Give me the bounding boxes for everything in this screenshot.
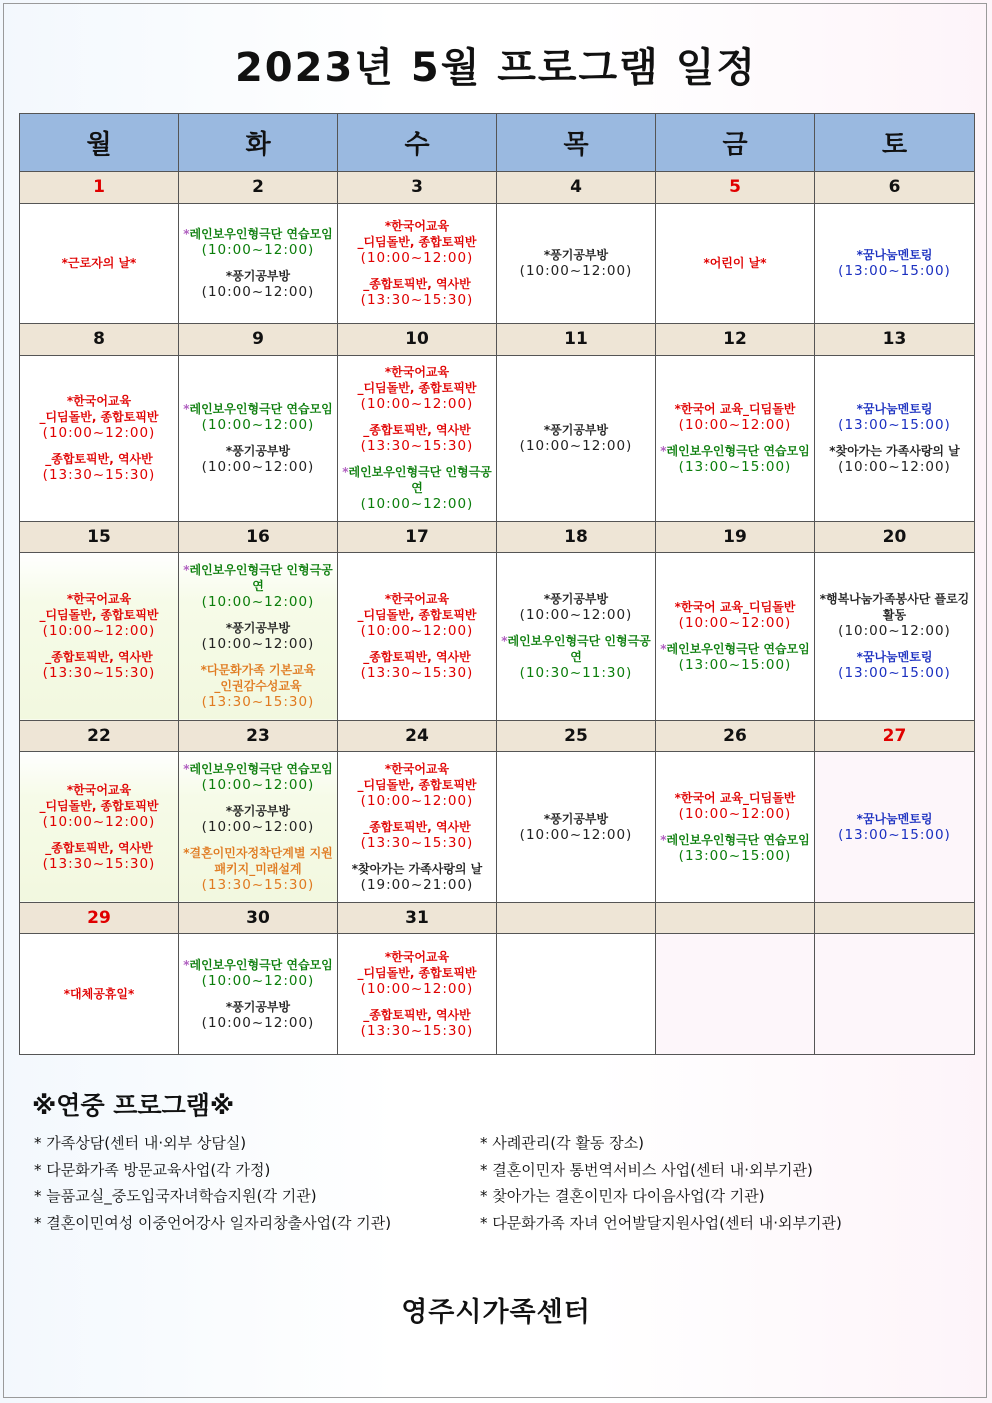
event-time: (10:00~12:00) [360,981,474,998]
date-cell: 18 [497,521,656,552]
event-item [179,620,337,652]
event-cell [179,934,338,1055]
event-time: (19:00~21:00) [360,876,474,893]
event-cell [497,934,656,1055]
event-time: (13:30~15:30) [42,467,156,484]
event-time: (10:00~12:00) [201,818,315,835]
event-time: (13:00~15:00) [838,263,951,280]
bullet-star: * [183,563,190,578]
event-title: _종합토픽반, 역사반 [363,423,471,438]
event-time: (13:30~15:30) [201,694,315,711]
event-title: *풍기공부방 [225,269,291,284]
event-title: *한국어 교육_디딤돌반 [674,790,796,805]
event-cell [20,203,179,324]
date-cell: 13 [815,324,975,355]
event-title: *꿈나눔멘토링 [856,650,933,665]
event-time: (13:00~15:00) [678,459,792,476]
event-item [338,464,496,512]
date-cell [497,902,656,933]
event-cell [497,751,656,902]
date-cell: 10 [338,324,497,355]
event-title: *한국어교육 _디딤돌반, 종합토픽반 [357,592,477,623]
weekday-mon: 월 [20,114,179,172]
event-cell [179,355,338,521]
event-cell [20,934,179,1055]
annual-program-list-left [34,1130,391,1236]
event-cell [815,934,975,1055]
weekday-tue: 화 [179,114,338,172]
event-title: *한국어 교육_디딤돌반 [674,600,796,615]
event-item [815,247,974,279]
event-cell [656,751,815,902]
date-cell: 11 [497,324,656,355]
event-item [179,761,337,793]
event-item [179,401,337,433]
bullet-star: * [342,465,349,480]
event-cell [338,751,497,902]
date-row [20,902,975,933]
event-time: (13:30~15:30) [42,665,156,682]
event-item [815,649,974,681]
event-item [179,562,337,610]
event-cell [179,552,338,720]
event-time: (10:00~12:00) [519,263,633,280]
date-cell: 6 [815,172,975,203]
event-time: (10:30~11:30) [519,665,633,682]
date-cell: 19 [656,521,815,552]
event-title: _종합토픽반, 역사반 [363,277,471,292]
event-item [338,861,496,893]
event-time: (13:00~15:00) [838,665,951,682]
event-time: (10:00~12:00) [201,242,315,259]
event-title: *어린이 날* [703,256,767,271]
annual-program-item: * 찾아가는 결혼이민자 다이음사업(각 기관) [480,1187,765,1205]
event-item [179,226,337,258]
date-cell: 31 [338,902,497,933]
event-item [815,811,974,843]
event-item [338,949,496,997]
event-time: (13:00~15:00) [838,826,951,843]
event-title: *풍기공부방 [225,1000,291,1015]
event-time: (10:00~12:00) [360,250,474,267]
event-time: (13:00~15:00) [678,657,792,674]
event-cell [815,751,975,902]
annual-program-item: * 늘품교실_중도입국자녀학습지원(각 기관) [34,1187,317,1205]
event-title: _종합토픽반, 역사반 [45,650,153,665]
event-cell [815,203,975,324]
event-item [815,591,974,639]
event-cell [656,552,815,720]
weekday-sat: 토 [815,114,975,172]
event-time: (10:00~12:00) [360,396,474,413]
date-cell: 26 [656,720,815,751]
event-time: (10:00~12:00) [360,623,474,640]
event-item [338,364,496,412]
event-cell [656,203,815,324]
event-title: *한국어교육 _디딤돌반, 종합토픽반 [39,782,159,813]
annual-program-item: * 다문화가족 자녀 언어발달지원사업(센터 내·외부기관) [480,1213,842,1232]
date-row [20,720,975,751]
event-cell [497,355,656,521]
bullet-star: * [660,642,667,657]
event-time: (13:30~15:30) [360,665,474,682]
date-cell: 9 [179,324,338,355]
event-item [20,649,178,681]
event-item [497,811,655,843]
weekday-header-row [20,114,975,172]
date-cell: 8 [20,324,179,355]
event-time: (10:00~12:00) [519,607,633,624]
calendar-table [19,113,975,1055]
event-title: *레인보우인형극단 연습모임 [660,832,810,847]
event-time: (13:00~15:00) [678,847,792,864]
event-item [815,443,974,475]
date-cell [815,902,975,933]
event-item [20,591,178,639]
event-time: (13:30~15:30) [42,855,156,872]
event-time: (10:00~12:00) [201,1015,315,1032]
event-cell [338,934,497,1055]
bullet-star: * [183,958,190,973]
weekday-thu: 목 [497,114,656,172]
event-title: _종합토픽반, 역사반 [363,650,471,665]
event-title: *풍기공부방 [543,423,609,438]
annual-program-title: ※연중 프로그램※ [32,1091,235,1120]
annual-program-item: * 결혼이민자 통번역서비스 사업(센터 내·외부기관) [480,1160,813,1179]
event-time: (10:00~12:00) [42,813,156,830]
bullet-star: * [183,402,190,417]
event-item [179,268,337,300]
weekday-fri: 금 [656,114,815,172]
event-item [656,790,814,822]
event-title: *다문화가족 기본교육 _인권감수성교육 [200,663,316,694]
event-item [179,803,337,835]
event-time: (10:00~12:00) [678,417,792,434]
event-item [20,393,178,441]
event-item [179,443,337,475]
event-title: *찾아가는 가족사랑의 날 [829,444,960,459]
event-item [338,1007,496,1039]
annual-program-item: * 결혼이민여성 이중언어강사 일자리창출사업(각 기관) [34,1213,392,1232]
event-time: (10:00~12:00) [201,594,315,611]
date-cell: 12 [656,324,815,355]
event-time: (10:00~12:00) [519,826,633,843]
event-title: *한국어교육 _디딤돌반, 종합토픽반 [357,365,477,396]
event-title: *풍기공부방 [543,811,609,826]
event-time: (10:00~12:00) [42,425,156,442]
event-time: (10:00~12:00) [201,973,315,990]
event-time: (10:00~12:00) [42,623,156,640]
event-item [338,591,496,639]
event-cell [656,934,815,1055]
event-title: *꿈나눔멘토링 [856,811,933,826]
event-item [497,422,655,454]
event-title: *레인보우인형극단 연습모임 [183,227,333,242]
event-row [20,751,975,902]
event-time: (10:00~12:00) [838,623,951,640]
date-cell: 4 [497,172,656,203]
event-time: (13:30~15:30) [360,438,474,455]
event-time: (13:30~15:30) [360,1023,474,1040]
annual-program-list-right [480,1130,842,1236]
date-cell: 25 [497,720,656,751]
event-title: *행복나눔가족봉사단 플로깅활동 [819,592,970,623]
annual-program-item: * 가족상담(센터 내·외부 상담실) [34,1134,247,1152]
event-item [179,845,337,893]
date-cell: 27 [815,720,975,751]
event-time: (10:00~12:00) [360,792,474,809]
event-cell [656,355,815,521]
annual-program-item: * 다문화가족 방문교육사업(각 가정) [34,1160,271,1179]
date-cell [656,902,815,933]
event-item [815,401,974,433]
event-cell [338,203,497,324]
bullet-star: * [660,832,667,847]
date-cell: 17 [338,521,497,552]
date-row [20,172,975,203]
event-title: *풍기공부방 [543,592,609,607]
event-item [338,276,496,308]
event-title: *한국어교육 _디딤돌반, 종합토픽반 [39,394,159,425]
event-cell [20,552,179,720]
event-item [338,761,496,809]
event-item [497,247,655,279]
bullet-star: * [183,227,190,242]
date-cell: 24 [338,720,497,751]
date-cell: 20 [815,521,975,552]
event-title: _종합토픽반, 역사반 [45,452,153,467]
event-cell [179,203,338,324]
event-item [656,641,814,673]
date-cell: 30 [179,902,338,933]
event-time: (13:30~15:30) [201,876,315,893]
event-cell [815,355,975,521]
event-row [20,355,975,521]
event-item [338,422,496,454]
event-title: _종합토픽반, 역사반 [363,1008,471,1023]
event-item [20,255,178,271]
date-cell: 15 [20,521,179,552]
date-cell: 22 [20,720,179,751]
event-time: (10:00~12:00) [201,636,315,653]
event-title: *풍기공부방 [543,248,609,263]
event-time: (10:00~12:00) [519,438,633,455]
bullet-star: * [501,634,508,649]
event-title: *대체공휴일* [63,987,135,1002]
event-title: *레인보우인형극단 연습모임 [660,444,810,459]
event-time: (10:00~12:00) [360,496,474,513]
event-cell [20,751,179,902]
event-title: _종합토픽반, 역사반 [363,819,471,834]
event-cell [497,203,656,324]
event-time: (13:30~15:30) [360,292,474,309]
event-title: *한국어교육 _디딤돌반, 종합토픽반 [357,950,477,981]
event-title: *레인보우인형극단 연습모임 [183,761,333,776]
event-item [20,782,178,830]
event-cell [338,355,497,521]
event-time: (10:00~12:00) [201,459,315,476]
page-title: 2023년 5월 프로그램 일정 [234,45,758,91]
event-cell [338,552,497,720]
event-time: (10:00~12:00) [678,805,792,822]
event-item [20,840,178,872]
event-item [179,999,337,1031]
event-row [20,934,975,1055]
date-row [20,521,975,552]
event-row [20,552,975,720]
date-row [20,324,975,355]
event-time: (13:00~15:00) [838,417,951,434]
organization-name: 영주시가족센터 [401,1297,591,1328]
event-item [338,819,496,851]
date-cell: 5 [656,172,815,203]
event-time: (10:00~12:00) [201,417,315,434]
event-title: *풍기공부방 [225,621,291,636]
event-title: *레인보우인형극단 인형극공연 [501,634,651,665]
event-title: *한국어교육 _디딤돌반, 종합토픽반 [39,592,159,623]
event-title: *레인보우인형극단 인형극공연 [183,563,333,594]
annual-program-item: * 사례관리(각 활동 장소) [480,1134,644,1152]
bullet-star: * [660,444,667,459]
event-item [20,986,178,1002]
event-title: *레인보우인형극단 인형극공연 [342,465,492,496]
event-title: *근로자의 날* [61,256,137,271]
event-title: *한국어교육 _디딤돌반, 종합토픽반 [357,761,477,792]
event-item [656,255,814,271]
event-title: *레인보우인형극단 연습모임 [183,958,333,973]
weekday-wed: 수 [338,114,497,172]
event-title: *꿈나눔멘토링 [856,402,933,417]
date-cell: 3 [338,172,497,203]
event-item [338,649,496,681]
date-cell: 2 [179,172,338,203]
event-time: (13:30~15:30) [360,834,474,851]
event-item [338,218,496,266]
event-title: *풍기공부방 [225,803,291,818]
event-title: *한국어 교육_디딤돌반 [674,402,796,417]
event-item [179,662,337,710]
bullet-star: * [183,761,190,776]
event-cell [815,552,975,720]
event-item [656,401,814,433]
date-cell: 23 [179,720,338,751]
event-title: *한국어교육 _디딤돌반, 종합토픽반 [357,219,477,250]
event-time: (10:00~12:00) [678,615,792,632]
event-title: *꿈나눔멘토링 [856,248,933,263]
event-cell [497,552,656,720]
event-item [497,591,655,623]
event-item [656,599,814,631]
event-title: *찾아가는 가족사랑의 날 [351,861,483,876]
date-cell: 1 [20,172,179,203]
event-cell [179,751,338,902]
event-title: *레인보우인형극단 연습모임 [660,642,810,657]
event-item [497,633,655,681]
date-cell: 16 [179,521,338,552]
event-title: *레인보우인형극단 연습모임 [183,402,333,417]
event-item [656,832,814,864]
event-title: *풍기공부방 [225,444,291,459]
event-time: (10:00~12:00) [201,284,315,301]
event-title: *결혼이민자정착단계별 지원패키지_미래설계 [183,845,333,876]
event-cell [20,355,179,521]
event-item [20,451,178,483]
event-time: (10:00~12:00) [838,459,951,476]
date-cell: 29 [20,902,179,933]
event-item [179,957,337,989]
event-title: _종합토픽반, 역사반 [45,840,153,855]
event-row [20,203,975,324]
event-time: (10:00~12:00) [201,776,315,793]
event-item [656,443,814,475]
